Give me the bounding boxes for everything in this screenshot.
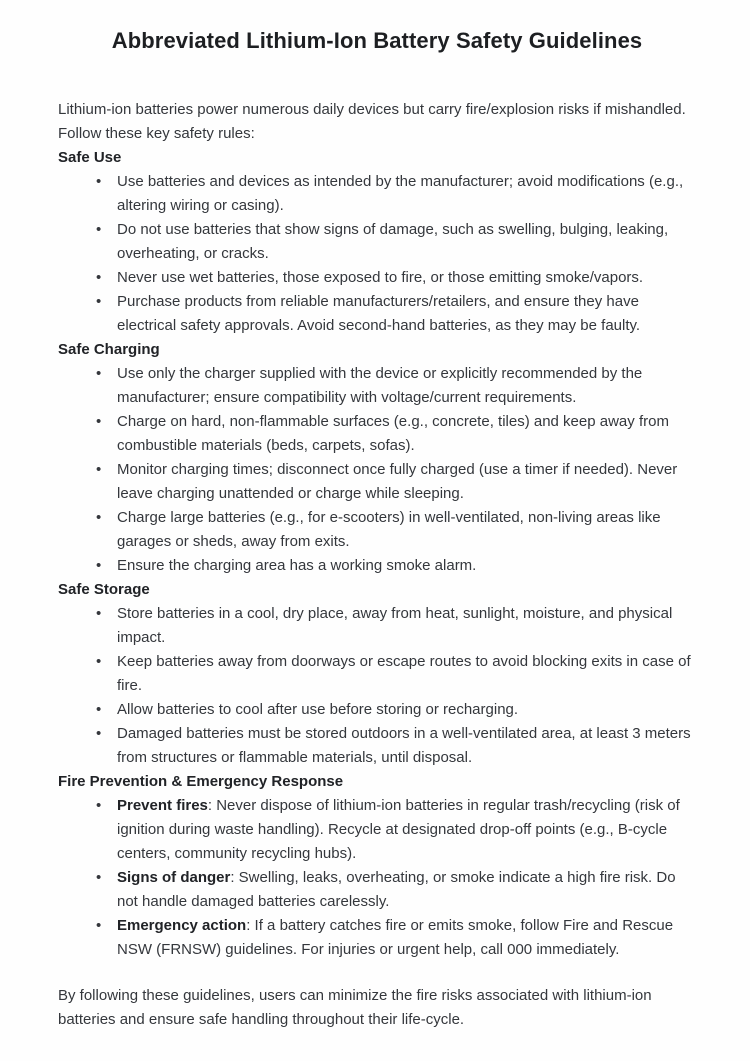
- bullet-item: [58, 914, 696, 962]
- bullet-text: Never use wet batteries, those exposed to fire, or those emitting smoke/vapors.: [117, 269, 644, 286]
- safe-storage-list: [58, 602, 696, 770]
- bullet-item: [58, 866, 696, 914]
- fire-prevention-list: [58, 794, 696, 962]
- bullet-lead: Emergency action: [117, 917, 247, 934]
- bullet-lead: Signs of danger: [117, 869, 231, 886]
- bullet-text: Store batteries in a cool, dry place, away from heat, sunlight, moisture, and physical impact.: [117, 605, 673, 646]
- intro-paragraph: Lithium-ion batteries power numerous daily devices but carry fire/explosion risks if mishandled. Follow these key safety rules:: [58, 101, 686, 142]
- bullet-item: [58, 266, 696, 290]
- bullet-item: [58, 698, 696, 722]
- bullet-text: : If a battery catches fire or emits smoke, follow Fire and Rescue NSW (FRNSW) guidelines. For injuries or urgent help, call 000 immediately.: [117, 917, 674, 958]
- section-heading-safe-charging: Safe Charging: [58, 341, 160, 358]
- bullet-item: [58, 650, 696, 698]
- bullet-item: [58, 722, 696, 770]
- bullet-text: Charge large batteries (e.g., for e-scooters) in well-ventilated, non-living areas like garages or sheds, away from exits.: [117, 509, 661, 550]
- bullet-lead: Prevent fires: [117, 797, 208, 814]
- safe-use-list: [58, 170, 696, 338]
- bullet-text: Keep batteries away from doorways or escape routes to avoid blocking exits in case of fire.: [117, 653, 691, 694]
- bullet-text: Monitor charging times; disconnect once fully charged (use a timer if needed). Never leave charging unattended or charge while sleeping.: [117, 461, 678, 502]
- bullet-item: [58, 458, 696, 506]
- bullet-item: [58, 362, 696, 410]
- bullet-text: Use batteries and devices as intended by the manufacturer; avoid modifications (e.g., altering wiring or casing).: [117, 173, 684, 214]
- bullet-text: Use only the charger supplied with the device or explicitly recommended by the manufacturer; ensure compatibility with voltage/current requirements.: [117, 365, 643, 406]
- section-heading-safe-storage: Safe Storage: [58, 581, 150, 598]
- bullet-text: Purchase products from reliable manufacturers/retailers, and ensure they have electrical safety approvals. Avoid second-hand batteries, as they may be faulty.: [117, 293, 641, 334]
- bullet-item: [58, 554, 696, 578]
- closing-paragraph: By following these guidelines, users can minimize the fire risks associated with lithium-ion batteries and ensure safe handling throughout their life-cycle.: [58, 987, 652, 1028]
- document-title: Abbreviated Lithium-Ion Battery Safety Guidelines: [111, 28, 643, 53]
- bullet-text: Ensure the charging area has a working smoke alarm.: [117, 557, 477, 574]
- document-body: [58, 98, 696, 1032]
- bullet-text: Do not use batteries that show signs of damage, such as swelling, bulging, leaking, overheating, or cracks.: [117, 221, 669, 262]
- bullet-item: [58, 290, 696, 338]
- bullet-text: Allow batteries to cool after use before storing or recharging.: [117, 701, 519, 718]
- bullet-item: [58, 506, 696, 554]
- section-heading-safe-use: Safe Use: [58, 149, 122, 166]
- bullet-text: Damaged batteries must be stored outdoors in a well-ventilated area, at least 3 meters from structures or flammable materials, until disposal.: [117, 725, 691, 766]
- safe-charging-list: [58, 362, 696, 578]
- bullet-item: [58, 170, 696, 218]
- bullet-text: : Swelling, leaks, overheating, or smoke indicate a high fire risk. Do not handle damaged batteries carelessly.: [117, 869, 676, 910]
- section-heading-fire-prevention: Fire Prevention & Emergency Response: [58, 773, 344, 790]
- bullet-item: [58, 602, 696, 650]
- bullet-text: Charge on hard, non-flammable surfaces (e.g., concrete, tiles) and keep away from combustible materials (beds, carpets, sofas).: [117, 413, 669, 454]
- bullet-text: : Never dispose of lithium-ion batteries in regular trash/recycling (risk of ignition during waste handling). Recycle at designated drop-off points (e.g., B-cycle centers, community recycling hubs).: [117, 797, 680, 862]
- bullet-item: [58, 410, 696, 458]
- bullet-item: [58, 794, 696, 866]
- bullet-item: [58, 218, 696, 266]
